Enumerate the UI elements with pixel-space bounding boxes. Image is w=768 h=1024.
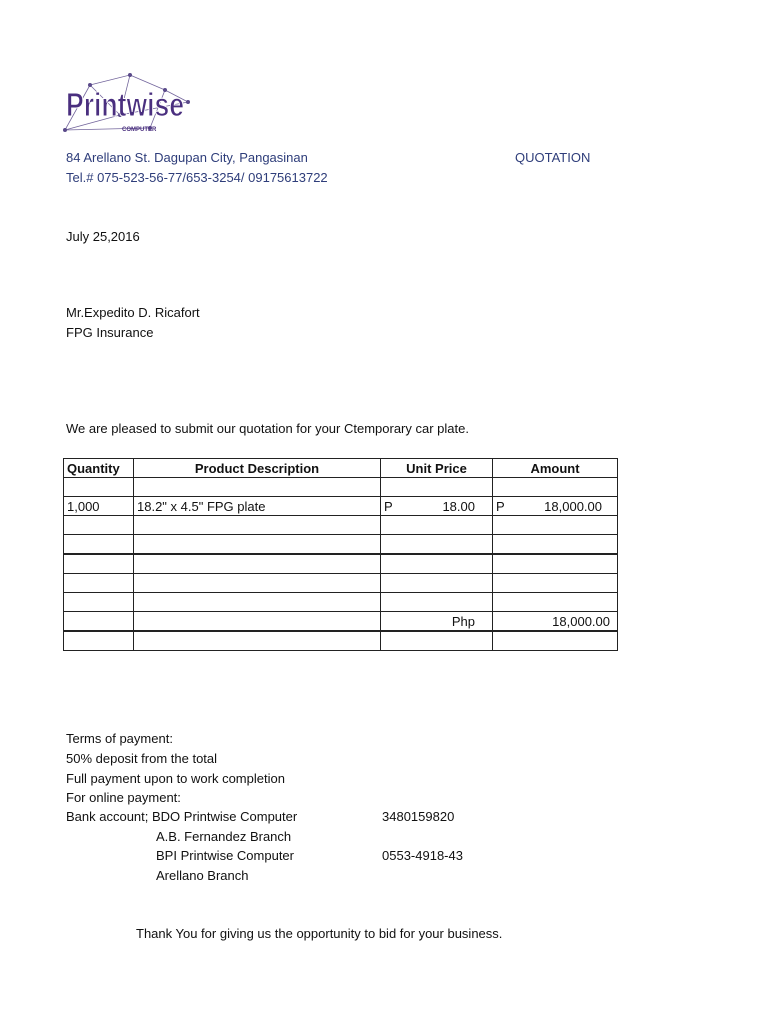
terms-line-online: For online payment: [66, 790, 181, 805]
bdo-branch: A.B. Fernandez Branch [156, 829, 292, 844]
bpi-account-number: 0553-4918-43 [382, 848, 463, 863]
document-title: QUOTATION [515, 150, 591, 165]
col-unit-price: Unit Price [381, 459, 493, 478]
item-desc: 18.2" x 4.5" FPG plate [134, 497, 381, 516]
bpi-branch: Arellano Branch [156, 868, 249, 883]
unit-currency: P [384, 498, 393, 514]
company-tel: Tel.# 075-523-56-77/653-3254/ 09175613722 [66, 170, 328, 185]
intro-text-a: We are pleased to submit our quotation for your C [66, 421, 354, 436]
printwise-logo [60, 70, 195, 140]
unit-price: 18.00 [442, 498, 475, 514]
terms-title: Terms of payment: [66, 731, 173, 746]
item-unit-price-cell [381, 497, 493, 516]
table-row [64, 516, 618, 535]
table-row-item [64, 497, 618, 516]
terms-line-deposit: 50% deposit from the total [66, 751, 218, 766]
table-row [64, 593, 618, 612]
table-row [64, 574, 618, 593]
table-row [64, 554, 618, 574]
svg-text:Printwise: Printwise [66, 86, 184, 123]
closing-message: Thank You for giving us the opportunity to bid for your business. [136, 926, 503, 941]
table-row [64, 631, 618, 651]
item-qty: 1,000 [64, 497, 134, 516]
item-amount-cell [493, 497, 618, 516]
bank-account-bpi: BPI Printwise Computer [156, 848, 294, 863]
company-address: 84 Arellano St. Dagupan City, Pangasinan [66, 150, 308, 165]
total-label-cell [381, 612, 493, 632]
table-header-row [64, 459, 618, 478]
terms-line-full-payment: Full payment upon to work completion [66, 771, 285, 786]
item-amount: 18,000.00 [544, 498, 602, 514]
recipient-name: Mr.Expedito D. Ricafort [66, 305, 200, 320]
recipient-company: FPG Insurance [66, 325, 154, 340]
total-cell [493, 612, 618, 632]
table-row-total [64, 612, 618, 632]
total-amount: 18,000.00 [552, 613, 610, 629]
col-description: Product Description [134, 459, 381, 478]
quotation-table [63, 458, 618, 651]
amount-currency: P [496, 498, 505, 514]
bank-account-bdo: Bank account; BDO Printwise Computer [66, 809, 298, 824]
intro-text [66, 421, 469, 436]
col-amount: Amount [493, 459, 618, 478]
quote-date: July 25,2016 [66, 229, 140, 244]
col-quantity: Quantity [64, 459, 134, 478]
table-row [64, 535, 618, 555]
intro-text-b: temporary car plate. [353, 421, 469, 436]
total-label: Php [451, 613, 475, 629]
svg-text:COMPUTER: COMPUTER [122, 127, 157, 133]
table-row [64, 478, 618, 497]
bdo-account-number: 3480159820 [382, 809, 455, 824]
